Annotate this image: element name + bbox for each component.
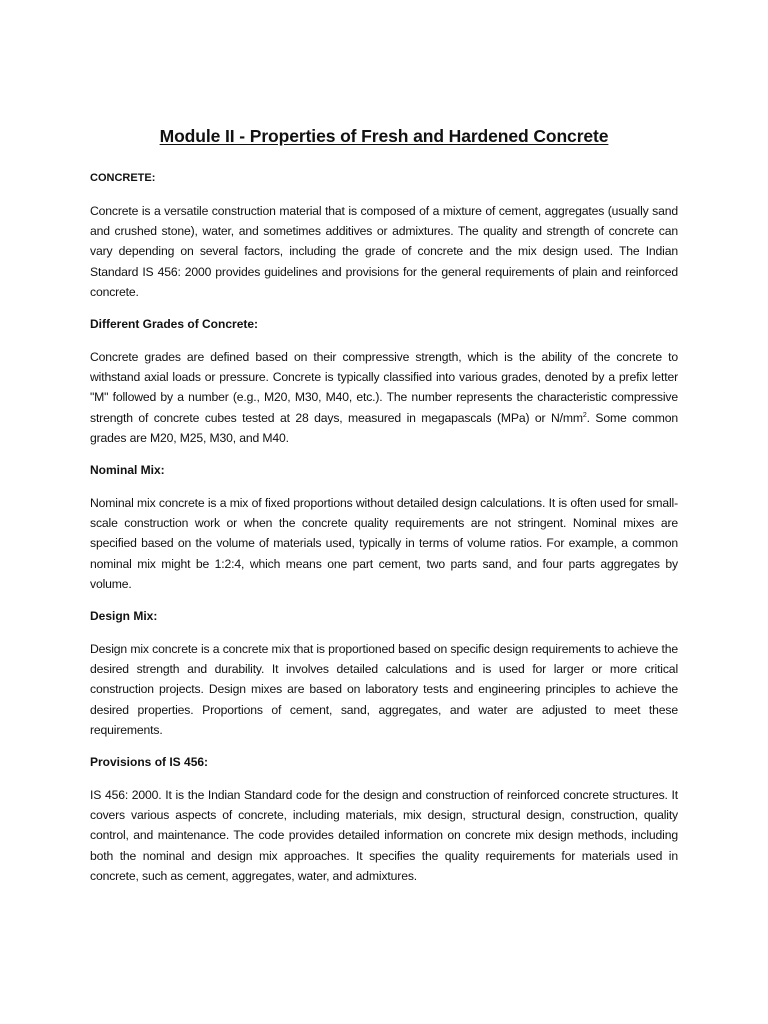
section-heading: Different Grades of Concrete:	[90, 317, 259, 332]
paragraph-text: Concrete grades are defined based on their compressive strength, which is the ability of the concrete to withstand axial loads or pressure. Concrete is typically classified into various grades, denoted by a prefix letter "M" followed by a number (e.g., M20, M30, M40, etc.). The number represents the characteristic compressive strength of concrete cubes tested at 28 days, measured in megapascals (MPa) or N/mm	[90, 350, 678, 425]
section-provisions	[90, 753, 678, 886]
superscript: 2	[582, 411, 587, 419]
section-paragraph: IS 456: 2000. It is the Indian Standard code for the design and construction of reinforced concrete structures. It covers various aspects of concrete, including materials, mix design, structural design, construction, quality control, and maintenance. The code provides detailed information on concrete mix design methods, including both the nominal and design mix approaches. It specifies the quality requirements for materials used in concrete, such as cement, aggregates, water, and admixtures.	[90, 788, 678, 883]
section-design-mix	[90, 607, 678, 740]
paragraph-text-tail: . Some common grades are M20, M25, M30, and M40.	[90, 410, 678, 445]
section-heading: Design Mix:	[90, 609, 158, 624]
section-concrete	[90, 169, 678, 302]
section-grades	[90, 315, 678, 448]
section-paragraph: Nominal mix concrete is a mix of fixed proportions without detailed design calculations. It is often used for small-scale construction work or when the concrete quality requirements are not stringent. Nominal mixes are specified based on the volume of materials used, typically in terms of volume ratios. For example, a common nominal mix might be 1:2:4, which means one part cement, two parts sand, and four parts aggregates by volume.	[90, 496, 678, 591]
section-paragraph	[90, 347, 678, 448]
section-paragraph: Concrete is a versatile construction material that is composed of a mixture of cement, aggregates (usually sand and crushed stone), water, and sometimes additives or admixtures. The quality and strength of concrete can vary depending on several factors, including the grade of concrete and the mix design used. The Indian Standard IS 456: 2000 provides guidelines and provisions for the general requirements of plain and reinforced concrete.	[90, 204, 678, 299]
section-heading: Provisions of IS 456:	[90, 755, 209, 770]
section-heading: Nominal Mix:	[90, 463, 165, 478]
section-nominal-mix	[90, 461, 678, 594]
section-paragraph: Design mix concrete is a concrete mix that is proportioned based on specific design requirements to achieve the desired strength and durability. It involves detailed calculations and is used for larger or more critical construction projects. Design mixes are based on laboratory tests and engineering principles to achieve the desired properties. Proportions of cement, sand, aggregates, and water are adjusted to meet these requirements.	[90, 642, 678, 737]
page-title: Module II - Properties of Fresh and Hardened Concrete	[159, 126, 609, 146]
section-heading: CONCRETE:	[90, 172, 156, 184]
